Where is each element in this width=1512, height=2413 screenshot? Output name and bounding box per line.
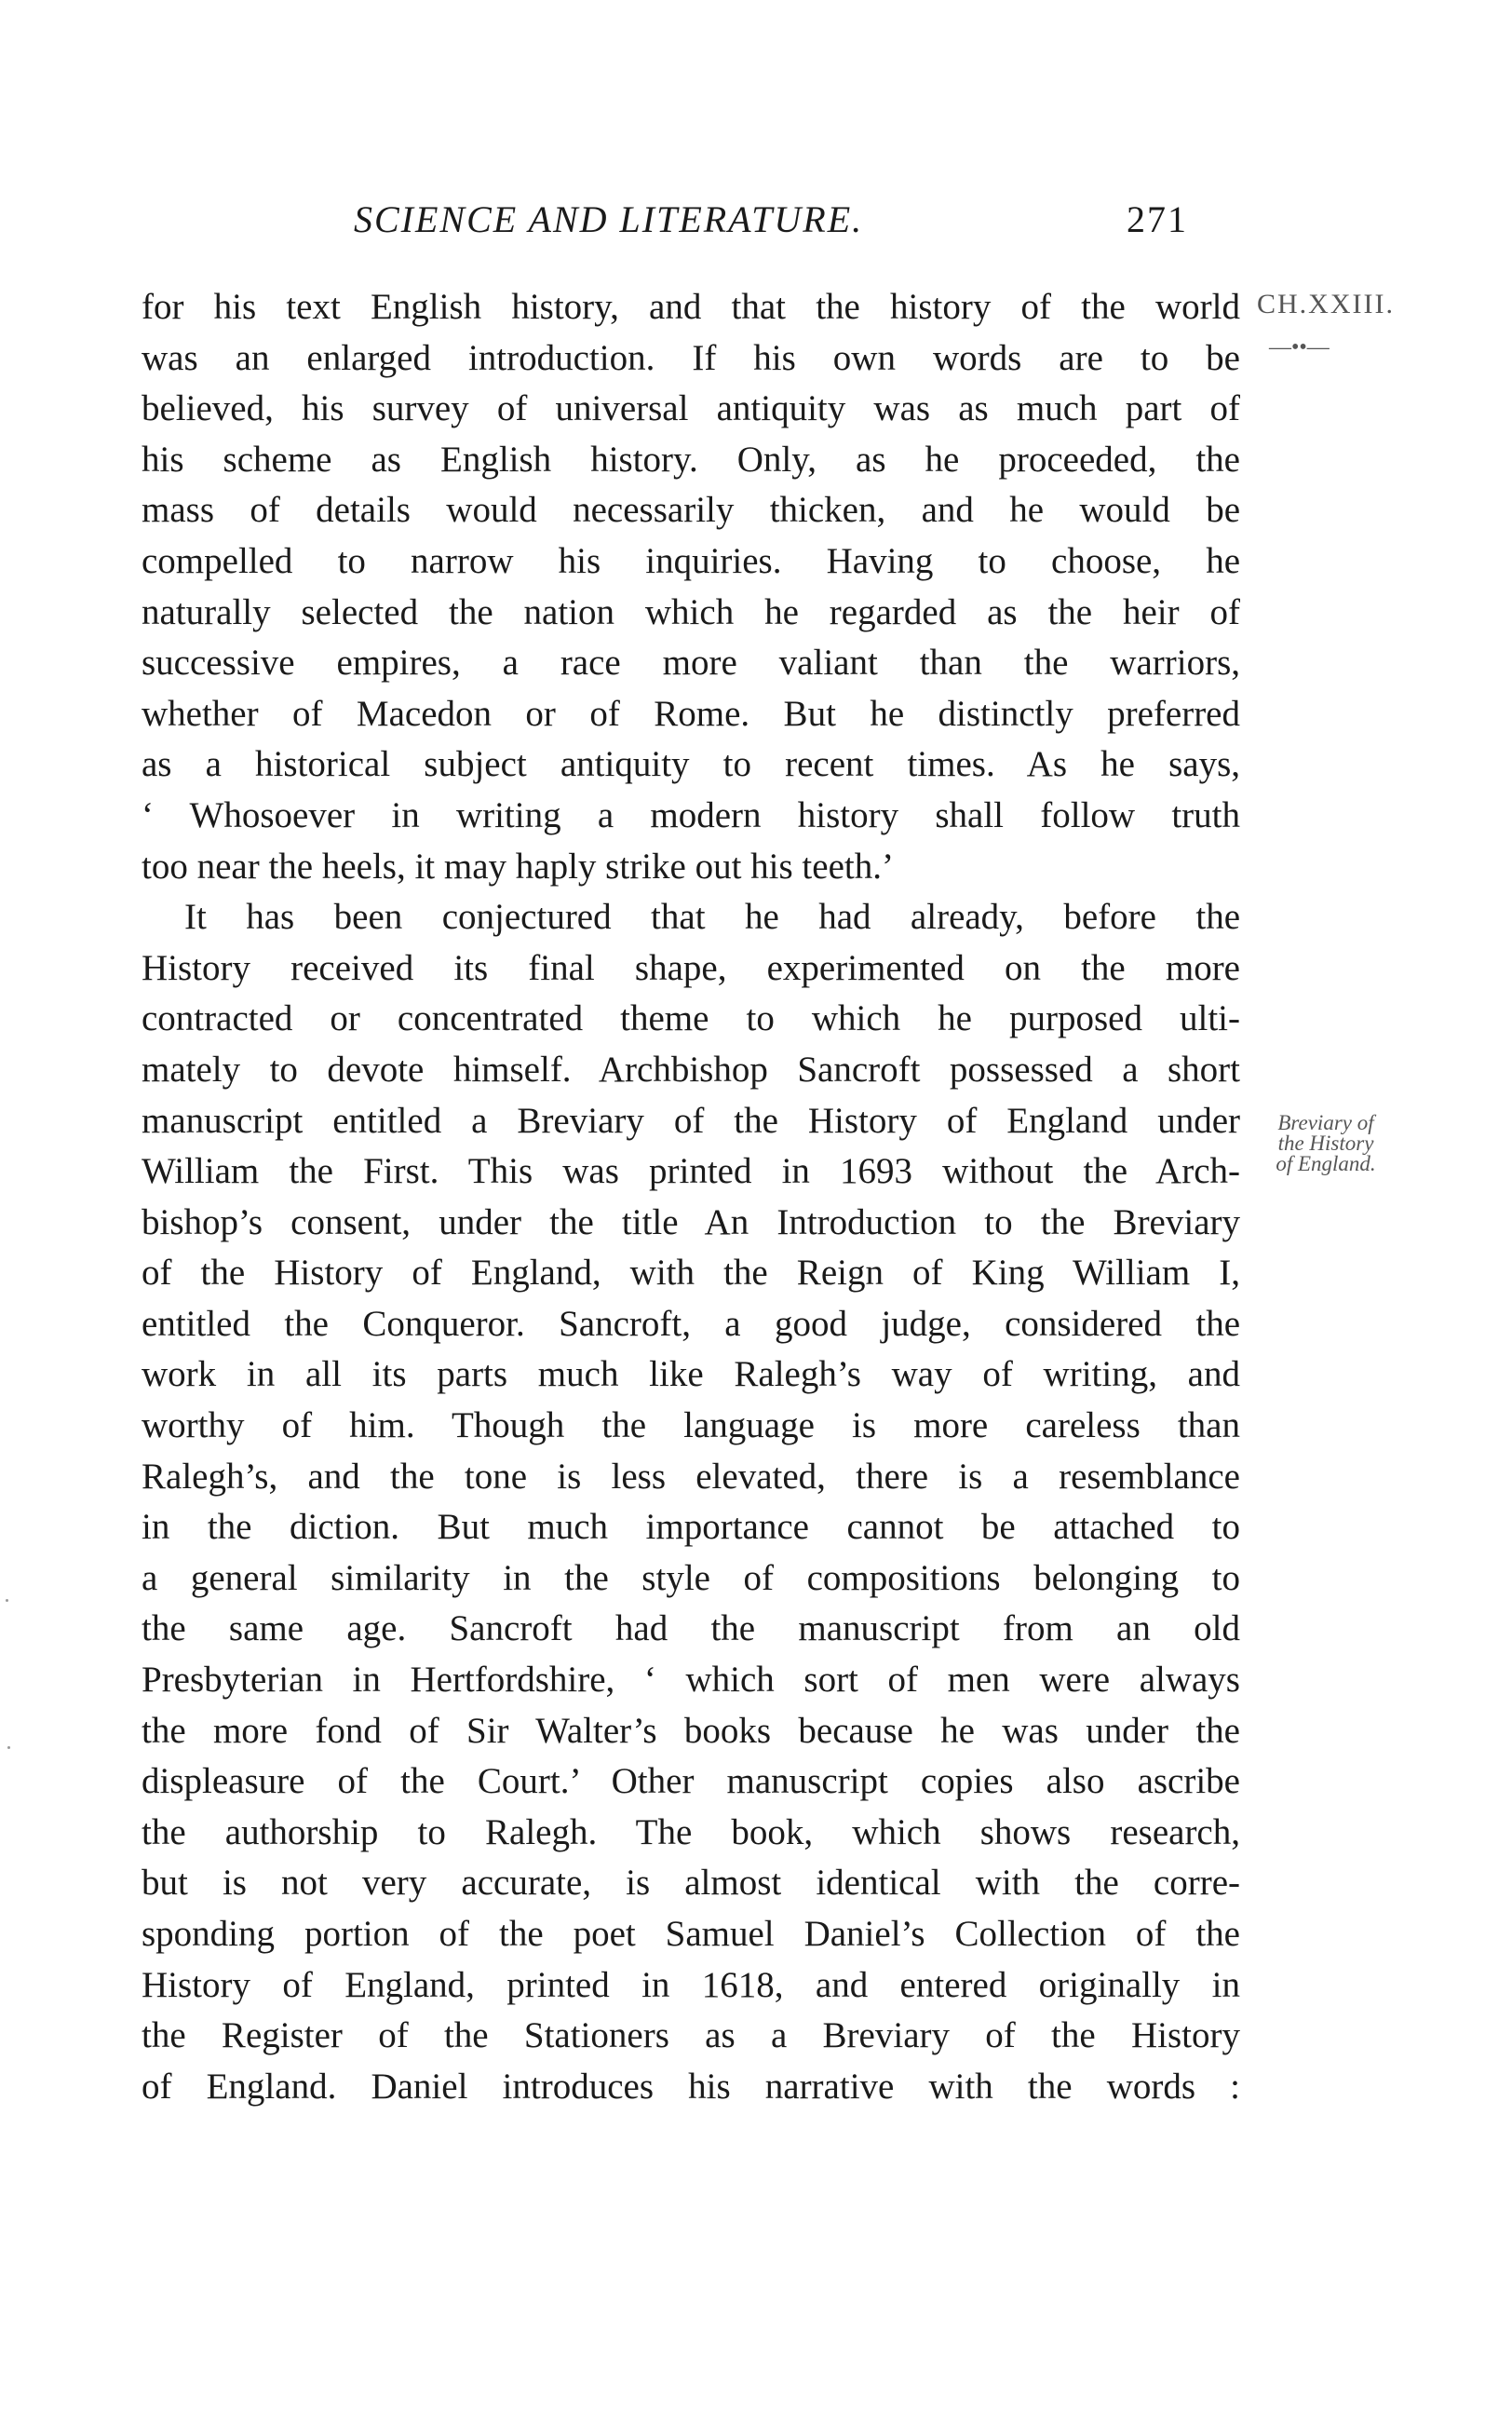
running-head: [140, 197, 1248, 253]
text-line: History of England, printed in 1618, and entered originally in: [142, 1964, 1240, 2005]
text-line: History received its final shape, experimented on the more: [142, 947, 1240, 988]
chapter-marker: CH.XXIII.: [1257, 289, 1395, 319]
text-line: mass of details would necessarily thicken, and he would be: [142, 490, 1240, 531]
text-line: of the History of England, with the Reign of King William I,: [142, 1253, 1240, 1294]
text-line: mately to devote himself. Archbishop Sancroft possessed a short: [142, 1049, 1240, 1090]
text-line: compelled to narrow his inquiries. Having to choose, he: [142, 540, 1240, 581]
text-line: sponding portion of the poet Samuel Daniel’s Collection of the: [142, 1914, 1240, 1954]
text-line: bishop’s consent, under the title An Introduction to the Breviary: [142, 1201, 1240, 1242]
text-line: in the diction. But much importance cannot be attached to: [142, 1507, 1240, 1548]
margin-sidenote: [1242, 1113, 1410, 1174]
text-line: whether of Macedon or of Rome. But he distinctly preferred: [142, 693, 1240, 734]
sidenote-line: the History: [1277, 1132, 1374, 1155]
text-line: the authorship to Ralegh. The book, which shows research,: [142, 1811, 1240, 1852]
text-line: for his text English history, and that the history of the world: [142, 287, 1240, 327]
text-line: believed, his survey of universal antiquity was as much part of: [142, 388, 1240, 429]
text-line: the same age. Sancroft had the manuscript from an old: [142, 1608, 1240, 1649]
paper-speck: [7, 1746, 10, 1749]
text-line: the Register of the Stationers as a Breviary of the History: [142, 2015, 1240, 2056]
running-title: SCIENCE AND LITERATURE.: [354, 198, 864, 240]
text-line: displeasure of the Court.’ Other manuscript copies also ascribe: [142, 1761, 1240, 1802]
text-line: too near the heels, it may haply strike out his teeth.’: [142, 846, 894, 887]
text-line: his scheme as English history. Only, as he proceeded, the: [142, 439, 1240, 480]
text-line: a general similarity in the style of compositions belonging to: [142, 1557, 1240, 1598]
sidenote-line: Breviary of: [1277, 1111, 1374, 1134]
text-line: contracted or concentrated theme to which he purposed ulti-: [142, 998, 1240, 1039]
text-line: was an enlarged introduction. If his own words are to be: [142, 337, 1240, 378]
text-line: of England. Daniel introduces his narrative with the words :: [142, 2066, 1240, 2107]
ornament-divider: —••—: [1269, 335, 1330, 359]
text-line: successive empires, a race more valiant than the warriors,: [142, 643, 1240, 684]
body-text: [142, 282, 1240, 2112]
text-line: ‘ Whosoever in writing a modern history shall follow truth: [142, 794, 1240, 835]
sidenote-line: of England.: [1276, 1152, 1376, 1175]
text-line: Ralegh’s, and the tone is less elevated, there is a resemblance: [142, 1456, 1240, 1497]
text-line: Presbyterian in Hertfordshire, ‘ which sort of men were always: [142, 1660, 1240, 1701]
text-line: as a historical subject antiquity to recent times. As he says,: [142, 744, 1240, 785]
paper-speck: [6, 1599, 8, 1602]
text-line: but is not very accurate, is almost identical with the corre-: [142, 1863, 1240, 1904]
text-line: William the First. This was printed in 1693 without the Arch-: [142, 1151, 1240, 1192]
text-line: manuscript entitled a Breviary of the History of England under: [142, 1100, 1240, 1141]
page-number: 271: [1127, 198, 1188, 240]
text-line: entitled the Conqueror. Sancroft, a good judge, considered the: [142, 1303, 1240, 1344]
text-line: It has been conjectured that he had already, before the: [184, 897, 1240, 938]
text-line: work in all its parts much like Ralegh’s way of writing, and: [142, 1354, 1240, 1395]
text-line: worthy of him. Though the language is more careless than: [142, 1405, 1240, 1446]
text-line: the more fond of Sir Walter’s books because he was under the: [142, 1710, 1240, 1751]
text-line: naturally selected the nation which he regarded as the heir of: [142, 591, 1240, 632]
